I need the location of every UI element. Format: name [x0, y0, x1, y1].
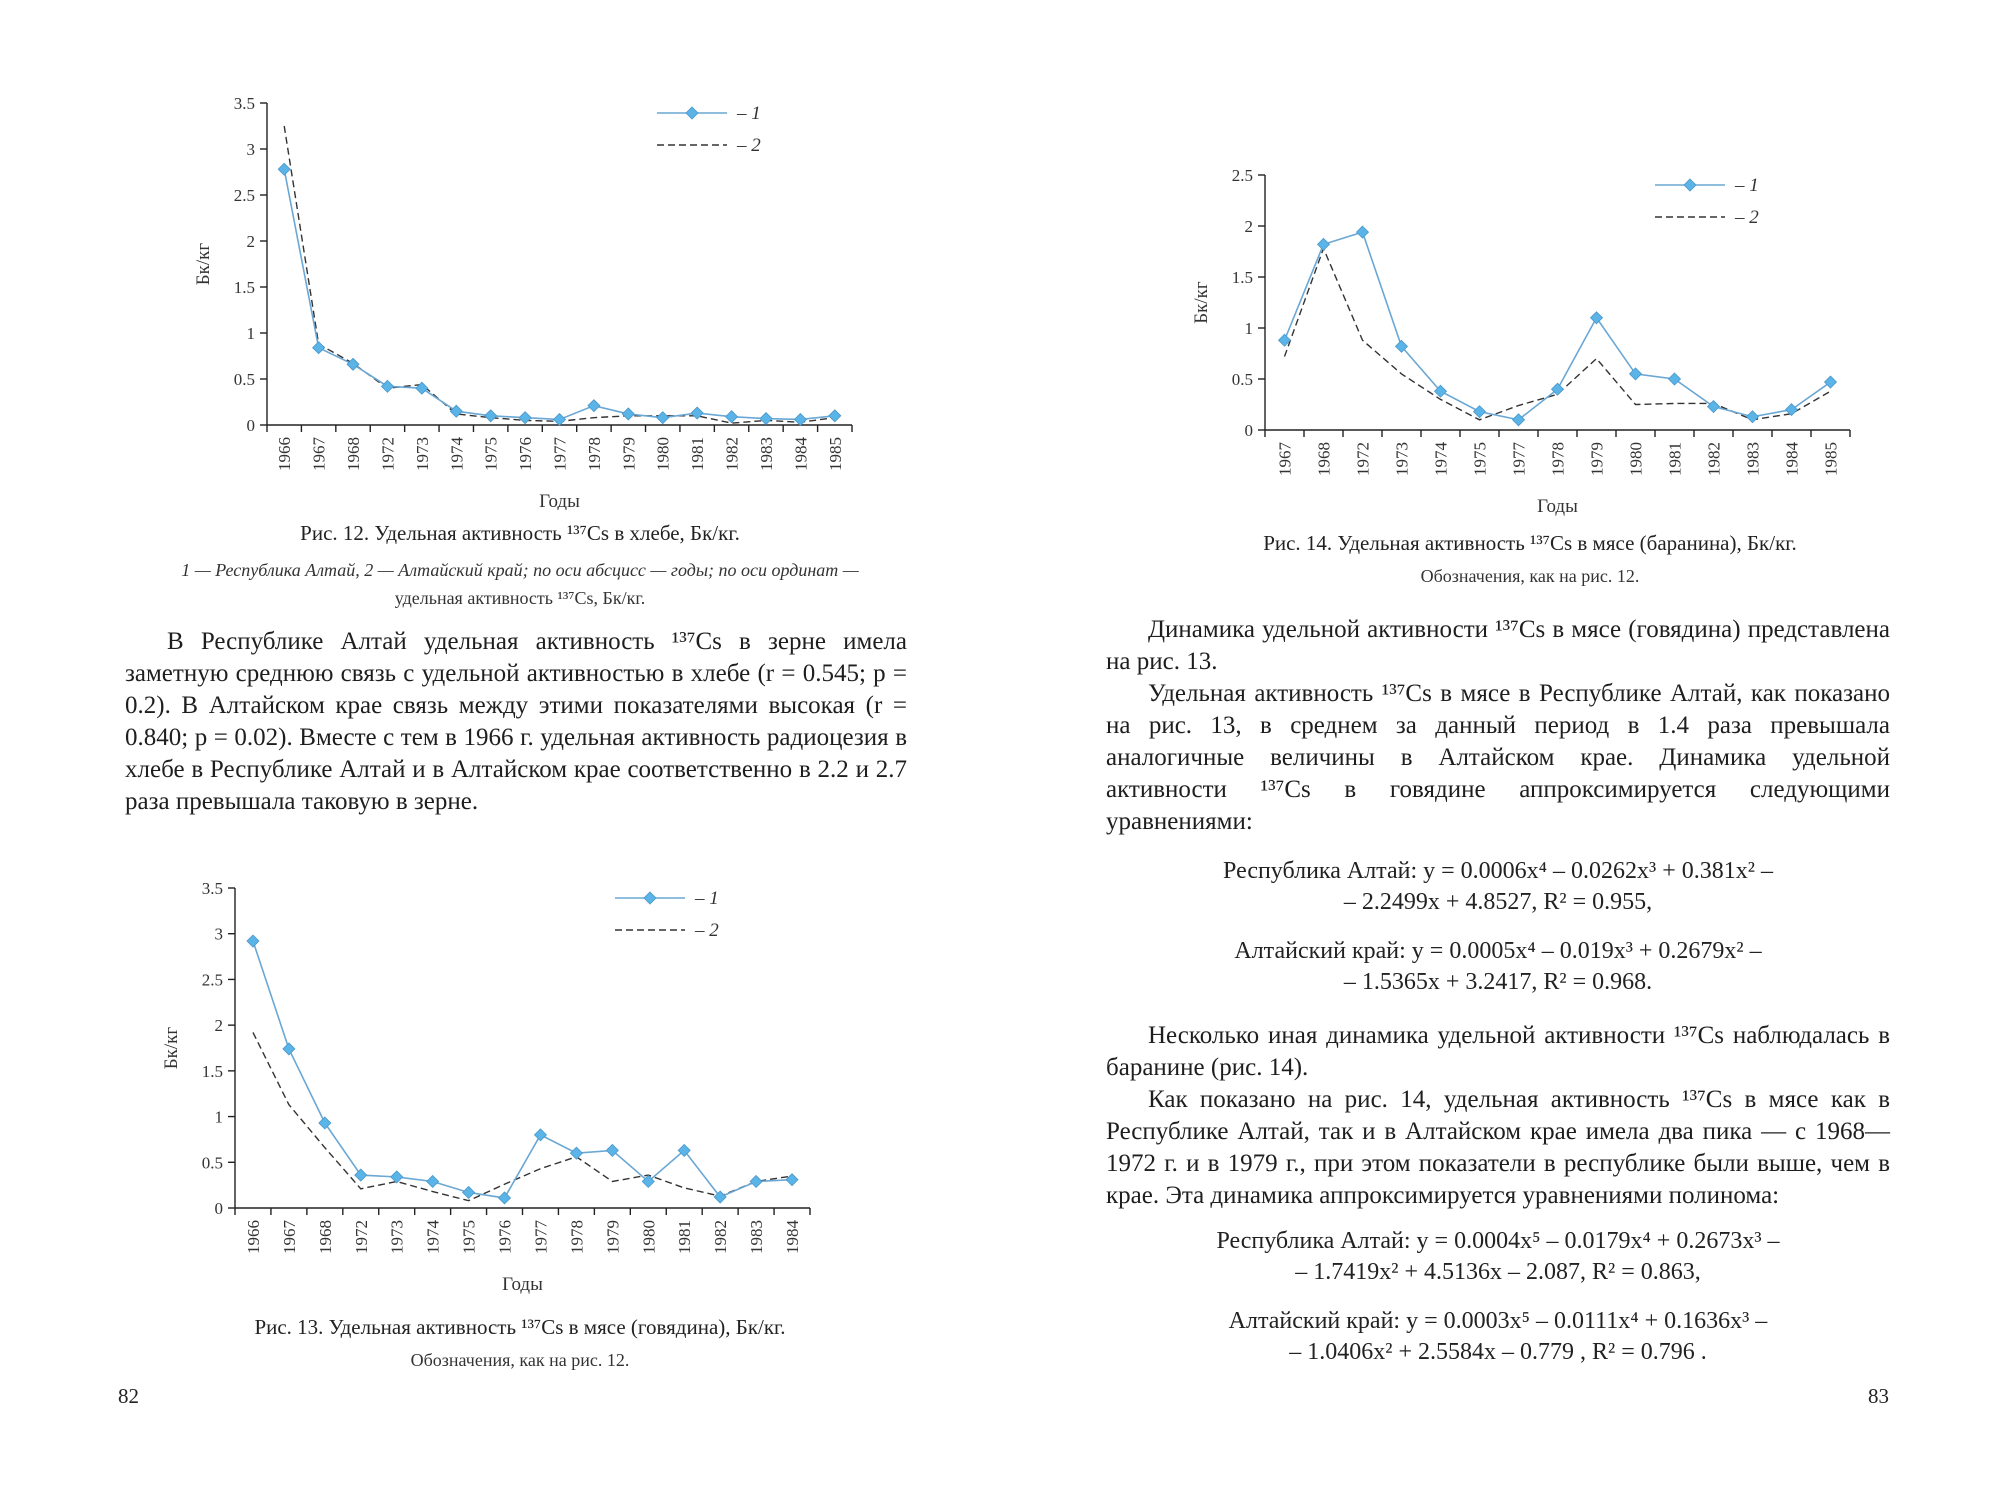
x-tick-label: 1976	[516, 437, 536, 471]
y-tick-label: 0	[214, 1199, 223, 1218]
series-1-point	[760, 413, 772, 425]
series-1-point	[1357, 226, 1369, 238]
x-tick-label: 1977	[550, 437, 570, 471]
figure-14-note: Обозначения, как на рис. 12.	[1420, 566, 1640, 586]
paragraph-text: В Республике Алтай удельная активность ¹³⁷Cs в зерне имела заметную среднюю связь с удельной активностью в хлебе (r = 0.545; p = 0.2). В Алтайском крае связь между этими показателями высокая (r = 0.840; p = 0.02). Вместе с тем в 1966 г. удельная активность радиоцезия в хлебе в Республике Алтай и в Алтайском крае соответственно в 2.2 и 2.7 раза превышала таковую в зерне.	[125, 628, 907, 815]
x-tick-label: 1975	[1470, 442, 1490, 476]
figure-13-caption-block	[120, 1312, 920, 1374]
x-tick-label: 1984	[1782, 442, 1802, 476]
equation-line: – 2.2499x + 4.8527, R² = 0.955,	[1343, 889, 1653, 915]
x-tick-label: 1983	[1743, 442, 1763, 476]
figure-12-caption: Рис. 12. Удельная активность ¹³⁷Cs в хлебе, Бк/кг.	[300, 521, 740, 545]
series-1-point	[391, 1171, 403, 1183]
y-tick-label: 3	[214, 924, 223, 944]
series-1-point	[1591, 312, 1603, 324]
y-tick-label: 2	[214, 1016, 223, 1036]
series-1-line	[284, 169, 835, 419]
figure-14-caption-block	[1130, 528, 1930, 590]
x-tick-label: 1973	[412, 437, 432, 471]
legend-label-1: – 1	[1735, 175, 1759, 196]
x-tick-label: 1975	[481, 437, 501, 471]
series-1-point	[786, 1174, 798, 1186]
y-tick-label: 2.5	[201, 970, 223, 990]
x-tick-label: 1967	[279, 1220, 299, 1254]
x-tick-label: 1979	[1587, 442, 1607, 476]
series-1-point	[554, 413, 566, 425]
legend-marker-1	[686, 107, 698, 119]
y-tick-label: 1.5	[233, 278, 255, 297]
y-tick-label: 2.5	[233, 186, 255, 205]
y-tick-label: 2.5	[1231, 166, 1253, 185]
figure-14-chart	[1170, 80, 1870, 530]
y-axis-label: Бк/кг	[193, 242, 214, 286]
x-tick-label: 1981	[1665, 442, 1685, 476]
series-1-point	[657, 412, 669, 424]
x-tick-label: 1966	[275, 437, 295, 471]
series-2-line	[284, 126, 835, 423]
figure-12-legend-note-2: удельная активность ¹³⁷Cs, Бк/кг.	[394, 588, 646, 608]
y-tick-label: 0.5	[1231, 370, 1253, 389]
x-tick-label: 1980	[639, 1220, 659, 1254]
series-1-point	[588, 400, 600, 412]
x-tick-label: 1967	[309, 437, 329, 471]
x-tick-label: 1977	[1509, 442, 1529, 476]
x-tick-label: 1975	[459, 1220, 479, 1254]
paragraph-text: Как показано на рис. 14, удельная активность ¹³⁷Cs в мясе как в Республике Алтай, так и в Алтайском крае имела два пика — с 1968—1972 г. и в 1979 г., при этом показатели в республике были выше, чем в крае. Эта динамика аппроксимируется уравнениями полинома:	[1106, 1086, 1890, 1209]
series-1-line	[253, 941, 792, 1198]
x-tick-label: 1983	[756, 437, 776, 471]
y-tick-label: 1.5	[1231, 268, 1253, 287]
right-text-block-2	[1106, 1020, 1890, 1212]
x-tick-label: 1972	[378, 437, 398, 471]
x-tick-label: 1972	[1353, 442, 1373, 476]
x-tick-label: 1968	[315, 1220, 335, 1254]
series-1-point	[485, 410, 497, 422]
figure-12-chart	[185, 80, 865, 510]
y-tick-label: 2	[1244, 217, 1253, 236]
x-tick-label: 1981	[675, 1220, 695, 1254]
y-tick-label: 0.5	[233, 370, 255, 389]
series-1-point	[416, 382, 428, 394]
y-axis-label: Бк/кг	[1191, 281, 1212, 324]
series-1-point	[1747, 411, 1759, 423]
paragraph-text: Несколько иная динамика удельной активности ¹³⁷Cs наблюдалась в баранине (рис. 14).	[1106, 1022, 1890, 1081]
series-1-point	[726, 411, 738, 423]
y-tick-label: 1	[214, 1107, 223, 1127]
x-tick-label: 1985	[825, 437, 845, 471]
x-tick-label: 1979	[603, 1220, 623, 1254]
legend-label-2: – 2	[737, 135, 761, 156]
x-tick-label: 1978	[567, 1220, 587, 1254]
series-1-point	[829, 410, 841, 422]
x-tick-label: 1978	[1548, 442, 1568, 476]
x-axis-label: Годы	[1537, 496, 1578, 517]
x-tick-label: 1976	[495, 1220, 515, 1254]
equation-1	[1106, 856, 1890, 918]
page-number-left: 82	[118, 1384, 139, 1408]
y-tick-label: 0	[1244, 421, 1253, 440]
x-tick-label: 1980	[653, 437, 673, 471]
right-text-block-1	[1106, 614, 1890, 838]
series-1-point	[750, 1175, 762, 1187]
x-tick-label: 1984	[791, 437, 811, 471]
series-1-point	[381, 380, 393, 392]
x-axis-label: Годы	[539, 491, 580, 510]
x-tick-label: 1966	[243, 1220, 263, 1254]
y-tick-label: 1	[246, 324, 255, 343]
y-tick-label: 3.5	[233, 94, 255, 113]
equation-line: Алтайский край: y = 0.0003x⁵ – 0.0111x⁴ + 0.1636x³ –	[1228, 1308, 1768, 1334]
y-tick-label: 1.5	[201, 1061, 223, 1081]
series-1-point	[1630, 368, 1642, 380]
series-1-point	[499, 1192, 511, 1204]
series-1-point	[450, 405, 462, 417]
x-tick-label: 1973	[387, 1220, 407, 1254]
series-1-point	[247, 935, 259, 947]
equation-line: – 1.0406x² + 2.5584x – 0.779 , R² = 0.796 .	[1289, 1339, 1707, 1365]
y-tick-label: 1	[1244, 319, 1253, 338]
y-tick-label: 0	[246, 416, 255, 435]
equation-line: – 1.5365x + 3.2417, R² = 0.968.	[1343, 969, 1653, 995]
x-tick-label: 1983	[747, 1220, 767, 1254]
x-tick-label: 1974	[423, 1220, 443, 1254]
series-1-point	[427, 1175, 439, 1187]
series-1-point	[355, 1169, 367, 1181]
x-tick-label: 1974	[447, 437, 467, 471]
series-1-point	[463, 1186, 475, 1198]
series-1-point	[313, 342, 325, 354]
x-tick-label: 1978	[584, 437, 604, 471]
legend-label-1: – 1	[737, 103, 761, 124]
series-1-point	[319, 1117, 331, 1129]
x-tick-label: 1974	[1431, 442, 1451, 476]
series-1-point	[519, 412, 531, 424]
paragraph-text: Динамика удельной активности ¹³⁷Cs в мясе (говядина) представлена на рис. 13.	[1106, 616, 1890, 675]
x-tick-label: 1982	[722, 437, 742, 471]
x-tick-label: 1984	[783, 1220, 803, 1254]
left-paragraph	[125, 626, 907, 818]
paragraph-text: Удельная активность ¹³⁷Cs в мясе в Республике Алтай, как показано на рис. 13, в среднем за данный период в 1.4 раза превышала аналогичные величины в Алтайском крае. Динамика удельной активности ¹³⁷Cs в говядине аппроксимируется следующими уравнениями:	[1106, 680, 1890, 835]
x-tick-label: 1982	[711, 1220, 731, 1254]
x-tick-label: 1967	[1275, 442, 1295, 476]
series-1-point	[1669, 373, 1681, 385]
y-tick-label: 0.5	[201, 1153, 223, 1173]
equation-line: Республика Алтай: y = 0.0006x⁴ – 0.0262x³ + 0.381x² –	[1223, 858, 1773, 884]
equation-line: Республика Алтай: y = 0.0004x⁵ – 0.0179x⁴ + 0.2673x³ –	[1216, 1228, 1780, 1254]
legend-label-1: – 1	[695, 888, 719, 909]
x-tick-label: 1981	[688, 437, 708, 471]
x-tick-label: 1973	[1392, 442, 1412, 476]
equation-2	[1106, 936, 1890, 998]
x-tick-label: 1972	[351, 1220, 371, 1254]
x-tick-label: 1982	[1704, 442, 1724, 476]
series-1-point	[278, 163, 290, 175]
series-1-point	[1708, 401, 1720, 413]
y-tick-label: 3.5	[201, 879, 223, 898]
x-axis-label: Годы	[502, 1274, 543, 1295]
figure-13-chart	[155, 838, 835, 1298]
figure-14-caption: Рис. 14. Удельная активность ¹³⁷Cs в мясе (баранина), Бк/кг.	[1263, 531, 1797, 555]
x-tick-label: 1977	[531, 1220, 551, 1254]
x-tick-label: 1985	[1821, 442, 1841, 476]
equation-3	[1106, 1226, 1890, 1288]
series-1-point	[1318, 238, 1330, 250]
equation-line: – 1.7419x² + 4.5136x – 2.087, R² = 0.863,	[1295, 1259, 1701, 1285]
x-tick-label: 1968	[1314, 442, 1334, 476]
y-axis-label: Бк/кг	[161, 1026, 182, 1070]
series-1-point	[794, 413, 806, 425]
figure-12-caption-block	[120, 518, 920, 612]
legend-label-2: – 2	[1735, 207, 1759, 228]
x-tick-label: 1979	[619, 437, 639, 471]
series-1-point	[347, 358, 359, 370]
series-1-point	[1825, 376, 1837, 388]
x-tick-label: 1980	[1626, 442, 1646, 476]
equation-line: Алтайский край: y = 0.0005x⁴ – 0.019x³ + 0.2679x² –	[1234, 938, 1762, 964]
figure-13-caption: Рис. 13. Удельная активность ¹³⁷Cs в мясе (говядина), Бк/кг.	[254, 1315, 786, 1339]
series-2-line	[253, 1032, 792, 1200]
equation-4	[1106, 1306, 1890, 1368]
series-1-point	[534, 1129, 546, 1141]
legend-marker-1	[644, 892, 656, 904]
series-1-point	[283, 1043, 295, 1055]
figure-12-legend-note: 1 — Республика Алтай, 2 — Алтайский край; по оси абсцисс — годы; по оси ординат —	[181, 560, 859, 580]
series-1-point	[622, 408, 634, 420]
figure-13-note: Обозначения, как на рис. 12.	[410, 1350, 630, 1370]
x-tick-label: 1968	[344, 437, 364, 471]
legend-marker-1	[1684, 179, 1696, 191]
y-tick-label: 2	[246, 232, 255, 251]
legend-label-2: – 2	[695, 920, 719, 941]
series-1-point	[1474, 406, 1486, 418]
series-1-point	[570, 1147, 582, 1159]
page-number-right: 83	[1868, 1384, 1889, 1408]
y-tick-label: 3	[246, 140, 255, 159]
